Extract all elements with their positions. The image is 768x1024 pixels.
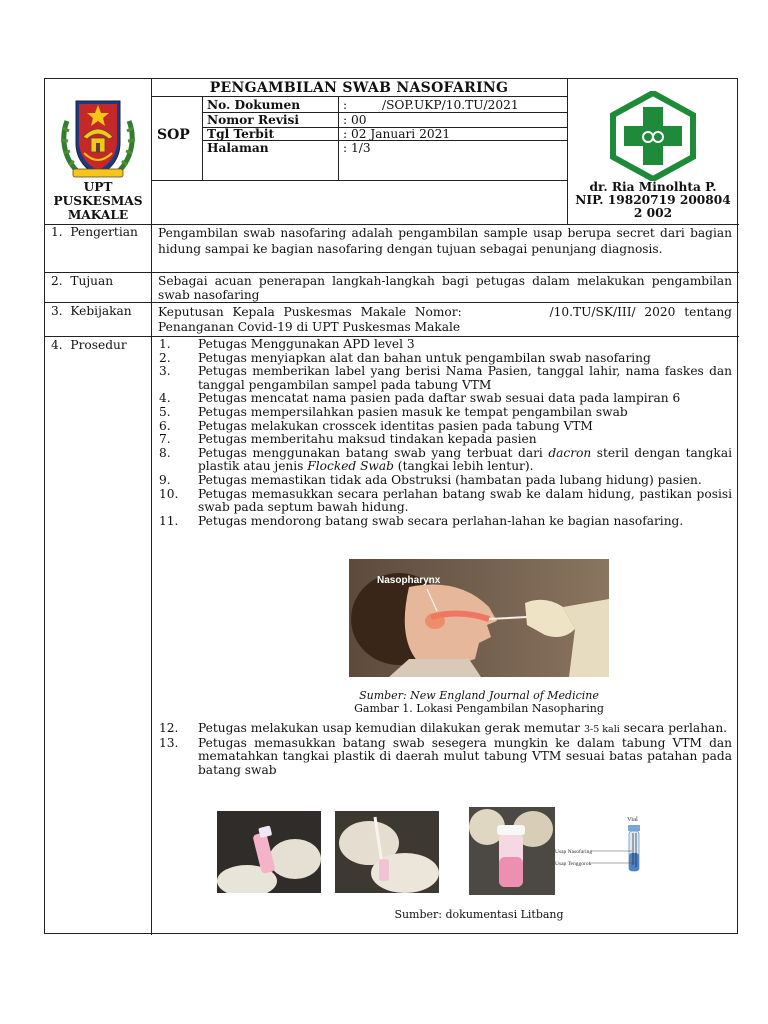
org-name [45, 180, 151, 222]
step-text: Petugas memberikan label yang berisi Nama Pasien, tanggal lahir, nama faskes dan tanggal pengambilan sampel pada tabung VTM [198, 364, 732, 392]
meta-bottom-line [151, 180, 567, 181]
step-text: secara perlahan. [619, 721, 728, 735]
list-item [153, 365, 732, 392]
section-text-kebijakan: Keputusan Kepala Puskesmas Makale Nomor: /10.TU/SK/III/ 2020 tentang Penanganan Covid-19 di UPT Puskesmas Makale [158, 305, 736, 334]
step-number: 13. [159, 735, 179, 750]
meta-value-tgl-terbit: : 02 Januari 2021 [343, 127, 451, 141]
step-text: (tangkai lebih lentur). [393, 459, 534, 474]
nasopharynx-label: Nasopharynx [377, 575, 441, 586]
list-item [153, 392, 732, 406]
step-number: 5. [159, 404, 171, 419]
meta-divider [338, 96, 339, 180]
list-item [153, 447, 732, 474]
step-text: Petugas memasukkan batang swab sesegera mungkin ke dalam tabung VTM dan mematahkan tangkai plastik di daerah mulut tabung VTM sesuai batas patahan pada batang swab [198, 735, 732, 777]
step-text: Petugas memasukkan secara perlahan batang swab ke dalam hidung, pastikan posisi swab pada septum bawah hidung. [198, 486, 732, 515]
step-number: 1. [159, 337, 171, 351]
step-number: 7. [159, 432, 171, 447]
step-number: 10. [159, 486, 179, 501]
step-number: 8. [159, 445, 171, 460]
sop-document [44, 78, 738, 934]
procedure-steps-continued [153, 722, 732, 777]
step-text: Petugas mempersilahkan pasien masuk ke tempat pengambilan swab [198, 404, 628, 419]
diagram-label-nasofaring: Usap Nasofaring [555, 849, 593, 855]
list-item [153, 722, 732, 737]
sop-label: SOP [157, 127, 190, 143]
org-line-2: PUSKESMAS [53, 194, 143, 208]
meta-label-halaman: Halaman [207, 141, 269, 155]
meta-value-no-dokumen: : /SOP.UKP/10.TU/2021 [343, 98, 519, 112]
puskesmas-logo [607, 91, 699, 181]
list-item [153, 406, 732, 420]
step-number: 4. [159, 391, 171, 406]
step-text-italic: dacron [548, 445, 592, 460]
meta-value-nomor-revisi: : 00 [343, 113, 367, 127]
step-number: 2. [159, 350, 171, 365]
list-item [153, 488, 732, 515]
figure1-source-text: Sumber: New England Journal of Medicine [359, 689, 599, 702]
swab-photo-3 [469, 807, 555, 895]
meta-value-halaman: : 1/3 [343, 141, 371, 155]
regency-emblem [59, 91, 137, 179]
diagram-label-tenggorok: Usap Tenggorok [555, 861, 592, 867]
step-text: Petugas menyiapkan alat dan bahan untuk pengambilan swab nasofaring [198, 350, 651, 365]
step-text: Petugas melakukan usap kemudian dilakukan gerak memutar [198, 721, 584, 735]
vial-diagram [555, 813, 655, 895]
step-text: Petugas menggunakan batang swab yang terbuat dari [198, 445, 549, 460]
step-text-italic: Flocked Swab [307, 459, 394, 474]
step-number: 6. [159, 418, 171, 433]
org-line-1: UPT [83, 180, 113, 194]
column-divider [151, 79, 152, 935]
section-text-tujuan: Sebagai acuan penerapan langkah-langkah bagi petugas dalam melakukan pengambilan swab nasofaring [158, 274, 732, 302]
swab-photo-1 [217, 811, 321, 893]
section-label-kebijakan: 3. Kebijakan [51, 304, 132, 318]
step-number: 9. [159, 472, 171, 487]
list-item [153, 338, 732, 352]
step-text-small: 3-5 kali [583, 724, 620, 735]
document-title: PENGAMBILAN SWAB NASOFARING [209, 80, 509, 96]
vial-label: Vial [627, 816, 638, 823]
list-item [153, 352, 732, 366]
figure1-caption: Gambar 1. Lokasi Pengambilan Nasopharing [354, 702, 604, 715]
nasopharynx-photo [349, 559, 609, 677]
list-item [153, 433, 732, 447]
org-line-3: MAKALE [67, 208, 129, 222]
list-item [153, 474, 732, 488]
step-text: Petugas memberitahu maksud tindakan kepada pasien [198, 432, 537, 447]
step-number: 11. [159, 513, 179, 528]
procedure-steps [153, 338, 732, 528]
meta-label-tgl-terbit: Tgl Terbit [207, 127, 275, 141]
figure2-source: Sumber: dokumentasi Litbang [394, 908, 564, 921]
step-text: Petugas memastikan tidak ada Obstruksi (hambatan pada lubang hidung) pasien. [198, 472, 702, 487]
meta-label-no-dokumen: No. Dokumen [207, 98, 301, 112]
step-text: Petugas mendorong batang swab secara perlahan-lahan ke bagian nasofaring. [198, 513, 684, 528]
section-label-tujuan: 2. Tujuan [51, 274, 114, 288]
step-text: Petugas melakukan crosscek identitas pasien pada tabung VTM [198, 418, 593, 433]
section-text-pengertian: Pengambilan swab nasofaring adalah pengambilan sample usap berupa secret dari bagian hidung sampai ke bagian nasofaring dengan tujuan sebagai penunjang diagnosis. [158, 226, 732, 256]
meta-label-nomor-revisi: Nomor Revisi [207, 113, 300, 127]
section-label-prosedur: 4. Prosedur [51, 338, 127, 352]
row-line [45, 272, 739, 273]
step-text: steril dengan tangkai plastik atau jenis [198, 445, 732, 474]
step-number: 3. [159, 364, 171, 379]
title-underline [151, 96, 567, 97]
step-number: 12. [159, 721, 179, 735]
list-item [153, 515, 732, 529]
signer-nip-continued: 2 002 [633, 206, 673, 220]
signer-name: dr. Ria Minolhta P. [589, 180, 717, 194]
signer-block [567, 181, 739, 220]
header-bottom-line [45, 224, 739, 225]
list-item [153, 737, 732, 778]
step-text: Petugas Menggunakan APD level 3 [198, 337, 415, 351]
sop-divider [202, 96, 203, 180]
swab-photo-2 [335, 811, 439, 893]
list-item [153, 420, 732, 434]
step-text: Petugas mencatat nama pasien pada daftar swab sesuai data pada lampiran 6 [198, 391, 681, 406]
signer-nip: NIP. 19820719 200804 [575, 193, 731, 207]
section-label-pengertian: 1. Pengertian [51, 225, 138, 239]
figure1-source [277, 689, 681, 702]
